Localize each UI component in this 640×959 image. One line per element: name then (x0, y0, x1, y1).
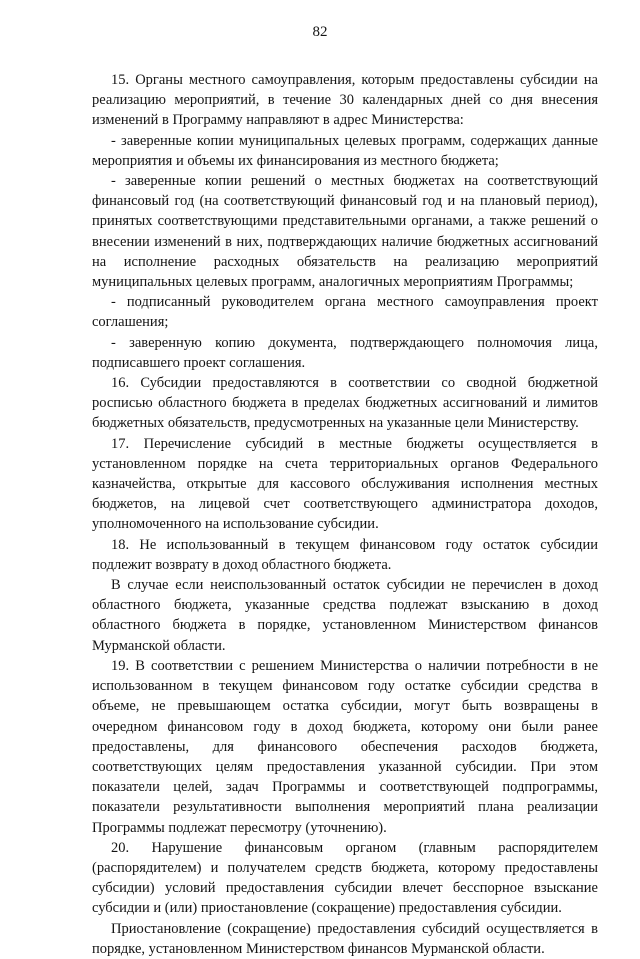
paragraph-16: 16. Субсидии предоставляются в соответствии со сводной бюджетной росписью областного бюджета в пределах бюджетных ассигнований и лимитов бюджетных обязательств, предусмотренных на указанные цели Министерству. (92, 375, 598, 432)
list-item-draft-agreement: - подписанный руководителем органа местного самоуправления проект соглашения; (92, 294, 598, 331)
paragraph-15: 15. Органы местного самоуправления, которым предоставлены субсидии на реализацию мероприятий, в течение 30 календарных дней со дня внесения изменений в Программу направляют в адрес Министерства: (92, 72, 598, 129)
paragraph-17: 17. Перечисление субсидий в местные бюджеты осуществляется в установленном порядке на счета территориальных органов Федерального казначейства, открытые для кассового обслуживания исполнения местных бюджетов, на лицевой счет соответствующего администратора доходов, уполномоченного на использование субсидии. (92, 435, 598, 533)
paragraph-18-continued: В случае если неиспользованный остаток субсидии не перечислен в доход областного бюджета, указанные средства подлежат взысканию в доход областного бюджета в порядке, установленном Министерством финансов Мурманской области. (92, 577, 598, 654)
list-item-program-copies: - заверенные копии муниципальных целевых программ, содержащих данные мероприятия и объемы их финансирования из местного бюджета; (92, 132, 598, 169)
document-body (92, 70, 598, 959)
page-number: 82 (312, 24, 328, 40)
paragraph-18: 18. Не использованный в текущем финансовом году остаток субсидии подлежит возврату в доход областного бюджета. (92, 536, 598, 573)
list-item-budget-decisions: - заверенные копии решений о местных бюджетах на соответствующий финансовый год (на соответствующий финансовый год и на плановый период), принятых соответствующими представительными органами, а также решений о внесении изменений в них, подтверждающих наличие бюджетных ассигнований на исполнение расходных обязательств на реализацию мероприятий муниципальных целевых программ, аналогичных мероприятиям Программы; (92, 173, 598, 291)
paragraph-19: 19. В соответствии с решением Министерства о наличии потребности в не использованном в текущем финансовом году остатке субсидии средства в объеме, не превышающем остатка субсидии, могут быть возвращены в очередном финансовом году в доход бюджета, которому они были ранее предоставлены, для финансового обеспечения расходов бюджета, соответствующих целям предоставления указанной субсидии. При этом показатели целей, задач Программы и соответствующей подпрограммы, показатели результативности выполнения мероприятий плана реализации Программы подлежат пересмотру (уточнению). (92, 657, 598, 836)
list-item-authority-document: - заверенную копию документа, подтверждающего полномочия лица, подписавшего проект соглашения. (92, 334, 598, 371)
paragraph-20: 20. Нарушение финансовым органом (главным распорядителем (распорядителем) и получателем средств бюджета, которому предоставлены субсидии) условий предоставления субсидии влечет бесспорное взыскание субсидии и (или) приостановление (сокращение) предоставления субсидии. (92, 839, 598, 917)
paragraph-20-continued: Приостановление (сокращение) предоставления субсидий осуществляется в порядке, установленном Министерством финансов Мурманской области. (92, 920, 598, 957)
